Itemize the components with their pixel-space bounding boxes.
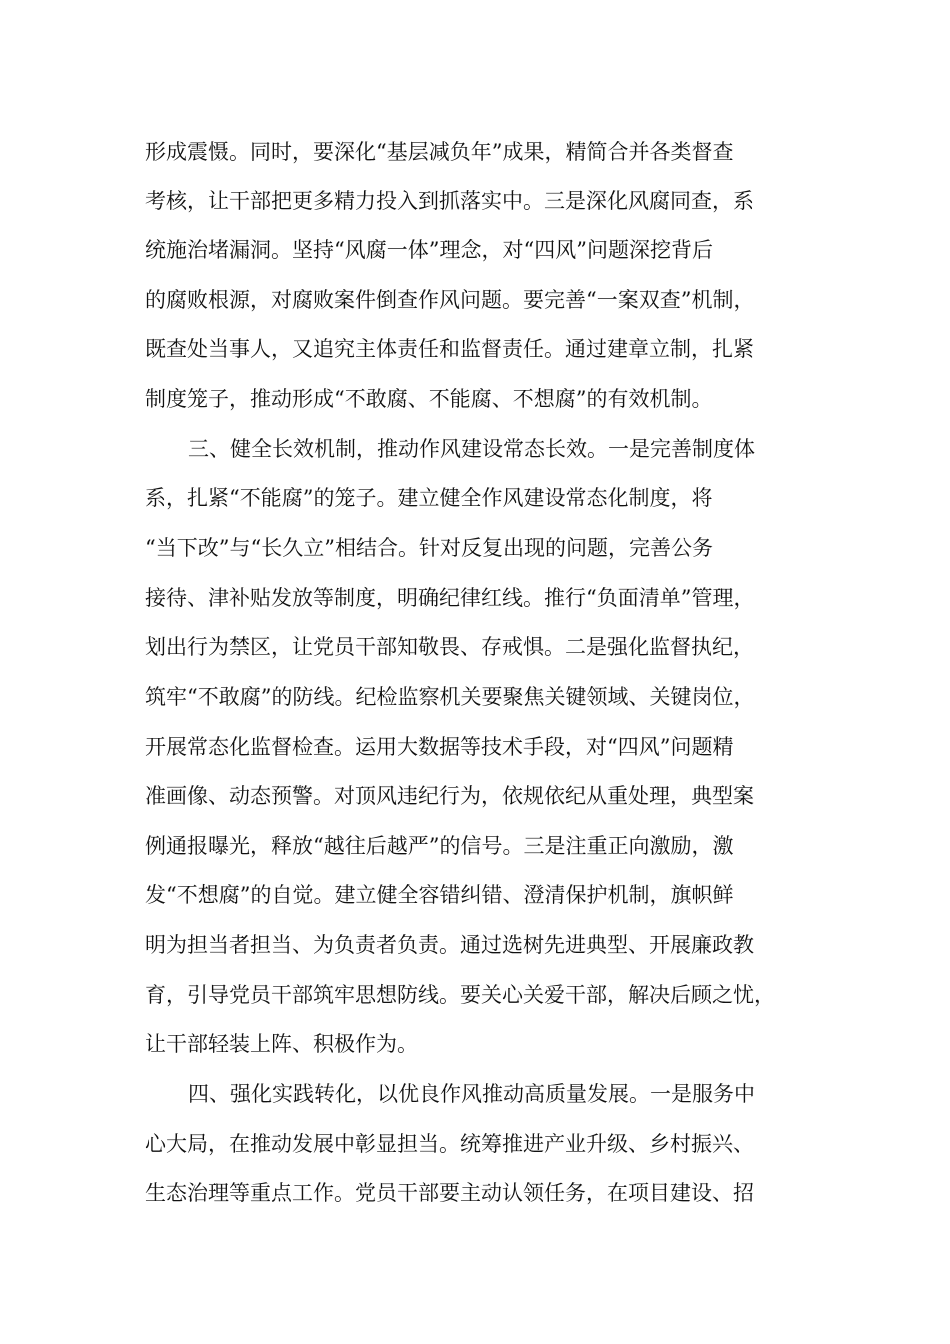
text-line: 发“不想腐”的自觉。建立健全容错纠错、澄清保护机制，旗帜鲜 <box>145 883 734 907</box>
text-line: 生态治理等重点工作。党员干部要主动认领任务，在项目建设、招 <box>145 1181 754 1205</box>
text-line: 育，引导党员干部筑牢思想防线。要关心关爱干部，解决后顾之忧， <box>145 983 775 1007</box>
section-heading-line: 四、强化实践转化，以优良作风推动高质量发展。一是服务中 <box>188 1082 755 1106</box>
text-line: 准画像、动态预警。对顶风违纪行为，依规依纪从重处理，典型案 <box>145 784 754 808</box>
text-line: 让干部轻装上阵、积极作为。 <box>145 1032 418 1056</box>
text-line: 筑牢“不敢腐”的防线。纪检监察机关要聚焦关键领域、关键岗位， <box>145 685 755 709</box>
text-line: “当下改”与“长久立”相结合。针对反复出现的问题，完善公务 <box>145 536 713 560</box>
text-line: 形成震慑。同时，要深化“基层减负年”成果，精简合并各类督查 <box>145 140 734 164</box>
text-line: 心大局，在推动发展中彰显担当。统筹推进产业升级、乡村振兴、 <box>145 1132 754 1156</box>
text-line: 统施治堵漏洞。坚持“风腐一体”理念，对“四风”问题深挖背后 <box>145 238 713 262</box>
section-heading-line: 三、健全长效机制，推动作风建设常态长效。一是完善制度体 <box>188 437 755 461</box>
text-line: 系，扎紧“不能腐”的笼子。建立健全作风建设常态化制度，将 <box>145 486 713 510</box>
text-line: 接待、津补贴发放等制度，明确纪律红线。推行“负面清单”管理， <box>145 586 755 610</box>
text-line: 制度笼子，推动形成“不敢腐、不能腐、不想腐”的有效机制。 <box>145 387 713 411</box>
text-line: 例通报曝光，释放“越往后越严”的信号。三是注重正向激励，激 <box>145 834 734 858</box>
text-line: 的腐败根源，对腐败案件倒查作风问题。要完善“一案双查”机制， <box>145 288 755 312</box>
text-line: 划出行为禁区，让党员干部知敬畏、存戒惧。二是强化监督执纪， <box>145 635 754 659</box>
text-line: 开展常态化监督检查。运用大数据等技术手段，对“四风”问题精 <box>145 735 734 759</box>
text-line: 既查处当事人，又追究主体责任和监督责任。通过建章立制，扎紧 <box>145 337 754 361</box>
text-line: 考核，让干部把更多精力投入到抓落实中。三是深化风腐同查，系 <box>145 189 754 213</box>
text-line: 明为担当者担当、为负责者负责。通过选树先进典型、开展廉政教 <box>145 933 754 957</box>
